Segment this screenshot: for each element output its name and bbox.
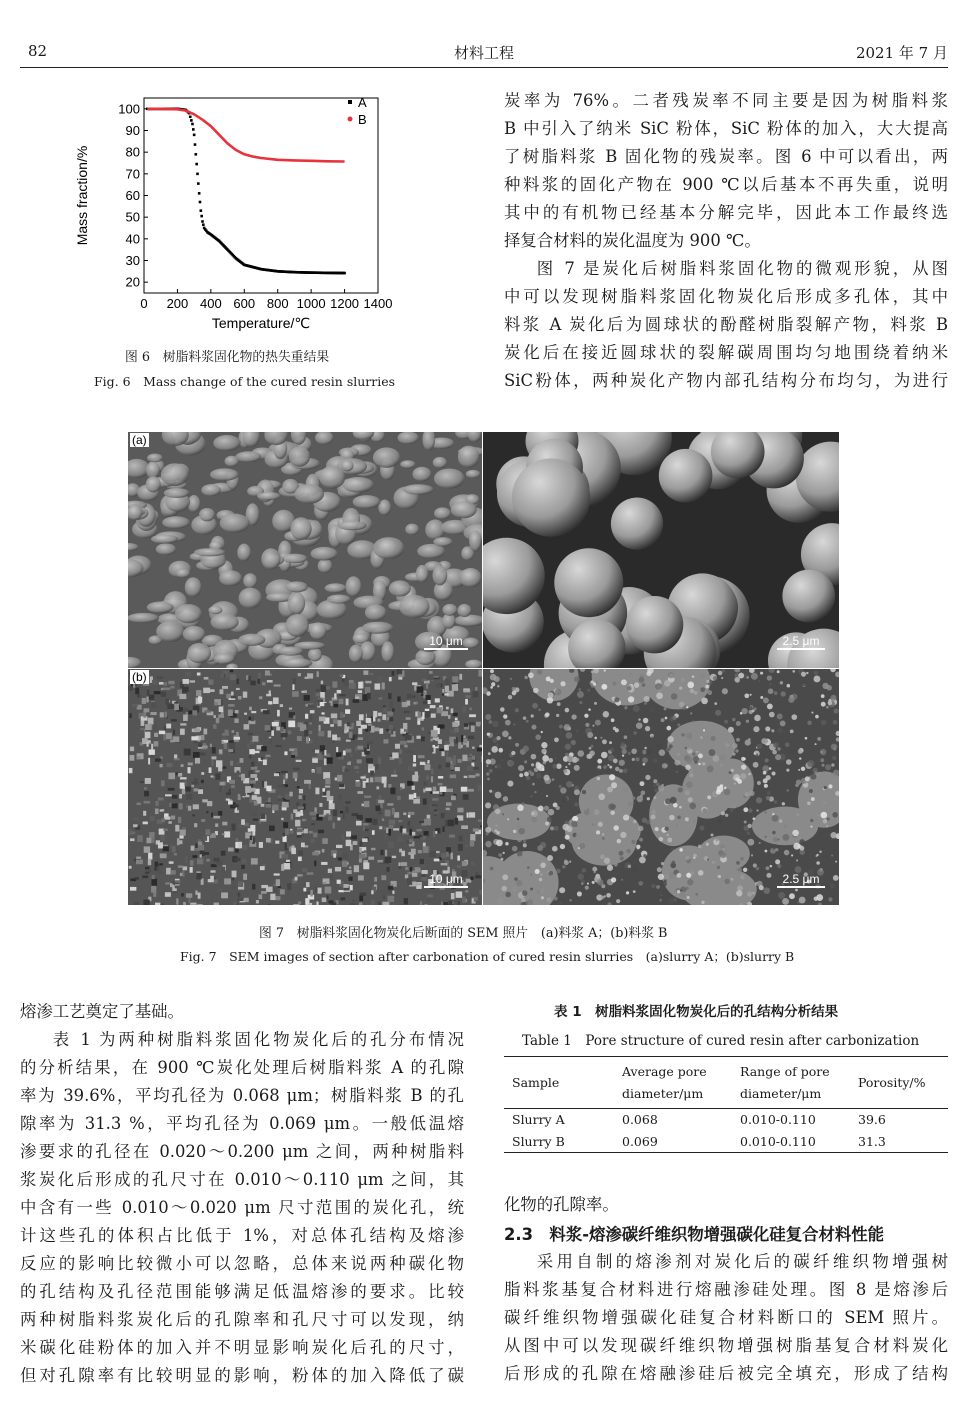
cell-range: 0.010-0.110 (740, 1133, 816, 1149)
data-point (201, 220, 204, 223)
scale-bar-line (777, 648, 825, 650)
scale-bar-label: 2.5 μm (782, 872, 820, 886)
y-tick-label: 40 (125, 231, 140, 247)
data-point (191, 123, 194, 126)
sem-texture (483, 432, 839, 668)
y-axis-label: Mass fraction/% (74, 145, 90, 246)
text-line: 浆炭化后形成的孔尺寸在 0.010～0.110 μm 之间，其 (20, 1170, 464, 1189)
scale-bar-line (424, 886, 468, 888)
table-header-row (504, 1057, 948, 1109)
y-tick-label: 30 (125, 253, 140, 268)
data-point (196, 173, 199, 176)
cell-average: 0.069 (622, 1133, 658, 1149)
text-line: 化物的孔隙率。 (504, 1195, 619, 1214)
legend-label-b: B (358, 112, 367, 127)
text-line: 中含有一些 0.010～0.020 μm 尺寸范围的炭化孔，统 (20, 1198, 464, 1217)
text-line: 图 7 是炭化后树脂料浆固化物的微观形貌，从图 (536, 259, 948, 278)
scale-bar-a2 (777, 634, 825, 650)
header-sample: Sample (512, 1074, 560, 1090)
y-tick-label: 70 (125, 166, 140, 182)
text-line: 采用自制的熔渗剂对炭化后的碳纤维织物增强树 (536, 1252, 948, 1271)
cell-porosity: 39.6 (858, 1112, 886, 1128)
chart-axes (74, 98, 392, 331)
data-point (202, 223, 205, 226)
x-tick-label: 200 (166, 296, 189, 311)
y-tick-label: 60 (125, 188, 140, 203)
journal-name: 材料工程 (453, 44, 514, 62)
chart-legend (348, 95, 368, 127)
x-tick-label: 600 (233, 296, 256, 311)
data-point (200, 209, 203, 212)
x-tick-label: 0 (140, 296, 148, 311)
series-a (146, 108, 346, 275)
scale-bar-line (424, 648, 468, 650)
y-tick-label: 50 (125, 209, 140, 225)
scale-bar-a1 (424, 634, 468, 650)
fig7-caption-zh: 图 7 树脂料浆固化物炭化后断面的 SEM 照片 (a)料浆 A；(b)料浆 B (259, 926, 668, 941)
x-tick-label: 400 (200, 296, 222, 311)
text-line: 反应的影响比较微小可以忽略，总体来说两种碳化物 (20, 1254, 464, 1273)
x-tick-label: 1400 (363, 296, 393, 311)
data-point (194, 143, 197, 146)
data-point (189, 115, 192, 118)
text-line: 熔渗工艺奠定了基础。 (20, 1002, 184, 1021)
text-line: 了树脂料浆 B 固化物的残炭率。图 6 中可以看出，两 (504, 147, 948, 166)
pore-structure-table (504, 1056, 948, 1153)
scale-bar-line (777, 886, 825, 888)
cell-sample: Slurry A (512, 1112, 565, 1128)
data-point (193, 134, 196, 137)
text-line: 脂料浆基复合材料进行熔融渗硅处理。图 8 是熔渗后 (504, 1280, 948, 1299)
fig6-caption-zh: 图 6 树脂料浆固化物的热失重结果 (125, 350, 330, 365)
right-bottom-paragraph (504, 1248, 948, 1388)
data-point (195, 163, 198, 166)
panel-label-b: (b) (132, 670, 147, 684)
text-line: 料浆 A 炭化后为圆球状的酚醛树脂裂解产物，料浆 B (504, 315, 948, 334)
page-header (20, 40, 948, 68)
cell-range: 0.010-0.110 (740, 1112, 816, 1128)
text-line: 隙率为 31.3 %，平均孔径为 0.069 μm。一般低温熔 (20, 1114, 464, 1133)
header-average-line1: Average pore (622, 1063, 707, 1079)
text-line: 后形成的孔隙在熔融渗硅后被完全填充，形成了结构 (504, 1364, 948, 1383)
data-point (195, 153, 198, 156)
sem-texture (483, 669, 839, 905)
y-tick-label: 100 (118, 101, 140, 117)
scale-bar-label: 10 μm (429, 872, 463, 886)
text-line: SiC粉体，两种炭化产物内部孔结构分布均匀，为进行 (504, 371, 948, 390)
text-line: 率为 39.6%，平均孔径为 0.068 μm；树脂料浆 B 的孔 (20, 1086, 464, 1105)
fig6-caption-en: Fig. 6 Mass change of the cured resin slurries (94, 374, 396, 389)
y-tick-label: 90 (125, 123, 140, 138)
text-line: 碳纤维织物增强碳化硅复合材料断口的 SEM 照片。 (504, 1308, 948, 1327)
sem-texture (128, 432, 482, 668)
legend-marker (348, 100, 352, 104)
x-tick-label: 800 (266, 296, 289, 311)
table1-title-en: Table 1 Pore structure of cured resin after carbonization (522, 1033, 920, 1049)
chart-series (146, 108, 346, 275)
text-line: 从图中可以发现碳纤维织物增强树脂基复合材料炭化 (504, 1336, 948, 1355)
cell-sample: Slurry B (512, 1133, 565, 1149)
sem-image-a-low-mag (128, 432, 482, 668)
table1-title-zh: 表 1 树脂料浆固化物炭化后的孔结构分析结果 (554, 1004, 839, 1020)
legend-marker (348, 117, 353, 122)
text-line: 两种树脂料浆炭化后的孔隙率和孔尺寸可以发现，纳 (20, 1310, 464, 1329)
header-porosity: Porosity/% (858, 1074, 926, 1090)
header-average-line2: diameter/μm (622, 1085, 704, 1101)
text-line: 但对孔隙率有比较明显的影响，粉体的加入降低了碳 (20, 1366, 464, 1385)
scale-bar-b1 (424, 872, 468, 888)
text-line: 的孔结构及孔径范围能够满足低温熔渗的要求。比较 (20, 1282, 464, 1301)
data-point (198, 192, 201, 195)
text-line: 其中的有机物已经基本分解完毕，因此本工作最终选 (504, 203, 948, 222)
text-line: 表 1 为两种树脂料浆固化物炭化后的孔分布情况 (52, 1030, 464, 1049)
data-point (199, 201, 202, 204)
text-line: 种料浆的固化产物在 900 ℃以后基本不再失重，说明 (504, 175, 948, 194)
text-line: 的分析结果，在 900 ℃炭化处理后树脂料浆 A 的孔隙 (20, 1058, 464, 1077)
text-line: 炭率为 76%。二者残炭率不同主要是因为树脂料浆 (504, 91, 948, 110)
scale-bar-b2 (777, 872, 825, 888)
text-line: B 中引入了纳米 SiC 粉体，SiC 粉体的加入，大大提高 (504, 119, 948, 138)
tga-chart (70, 88, 415, 340)
y-tick-label: 20 (125, 274, 140, 290)
data-point (343, 272, 346, 275)
text-line: 计这些孔的体积占比低于 1%，对总体孔结构及熔渗 (20, 1226, 464, 1245)
x-tick-label: 1200 (330, 296, 360, 311)
data-point (197, 182, 200, 185)
text-line: 择复合材料的炭化温度为 900 ℃。 (504, 231, 761, 250)
text-line: 炭化后在接近圆球状的裂解碳周围均匀地围绕着纳米 (504, 343, 948, 362)
right-bottom-continuation (504, 1191, 948, 1219)
text-line: 中可以发现树脂料浆固化物炭化后形成多孔体，其中 (504, 287, 948, 306)
sem-image-b-low-mag (128, 669, 482, 905)
plot-frame (144, 98, 378, 293)
table-row (504, 1131, 948, 1153)
y-tick-label: 80 (125, 144, 140, 160)
sem-image-a-high-mag (483, 432, 839, 668)
scale-bar-label: 10 μm (429, 634, 463, 648)
panel-label-a: (a) (132, 433, 147, 447)
header-average-pore (614, 1057, 732, 1109)
left-bottom-paragraph (20, 998, 464, 1390)
data-point (200, 215, 203, 218)
page-number: 82 (28, 42, 48, 60)
issue-date: 2021 年 7 月 (855, 44, 948, 62)
section-heading-2-3: 2.3 料浆-熔渗碳纤维织物增强碳化硅复合材料性能 (504, 1225, 885, 1244)
text-line: 米碳化硅粉体的加入并不明显影响炭化后孔的尺寸， (20, 1338, 464, 1357)
legend-label-a: A (358, 95, 367, 110)
sem-image-b-high-mag (483, 669, 839, 905)
fig7-caption-en: Fig. 7 SEM images of section after carbonation of cured resin slurries (a)slurry A；(b)slurry B (180, 949, 795, 964)
series-b (147, 109, 344, 162)
data-point (192, 128, 195, 131)
x-tick-label: 1000 (296, 296, 326, 311)
text-line: 渗要求的孔径在 0.020～0.200 μm 之间，两种树脂料 (20, 1142, 464, 1161)
header-range-line2: diameter/μm (740, 1085, 822, 1101)
cell-average: 0.068 (622, 1112, 658, 1128)
table-row (504, 1109, 948, 1131)
header-range-line1: Range of pore (740, 1063, 830, 1079)
sem-texture (128, 669, 482, 905)
right-top-paragraph (504, 87, 948, 395)
x-axis-label: Temperature/℃ (211, 315, 311, 331)
scale-bar-label: 2.5 μm (782, 634, 820, 648)
header-range-pore (732, 1057, 850, 1109)
data-point (190, 119, 193, 122)
cell-porosity: 31.3 (858, 1133, 886, 1149)
